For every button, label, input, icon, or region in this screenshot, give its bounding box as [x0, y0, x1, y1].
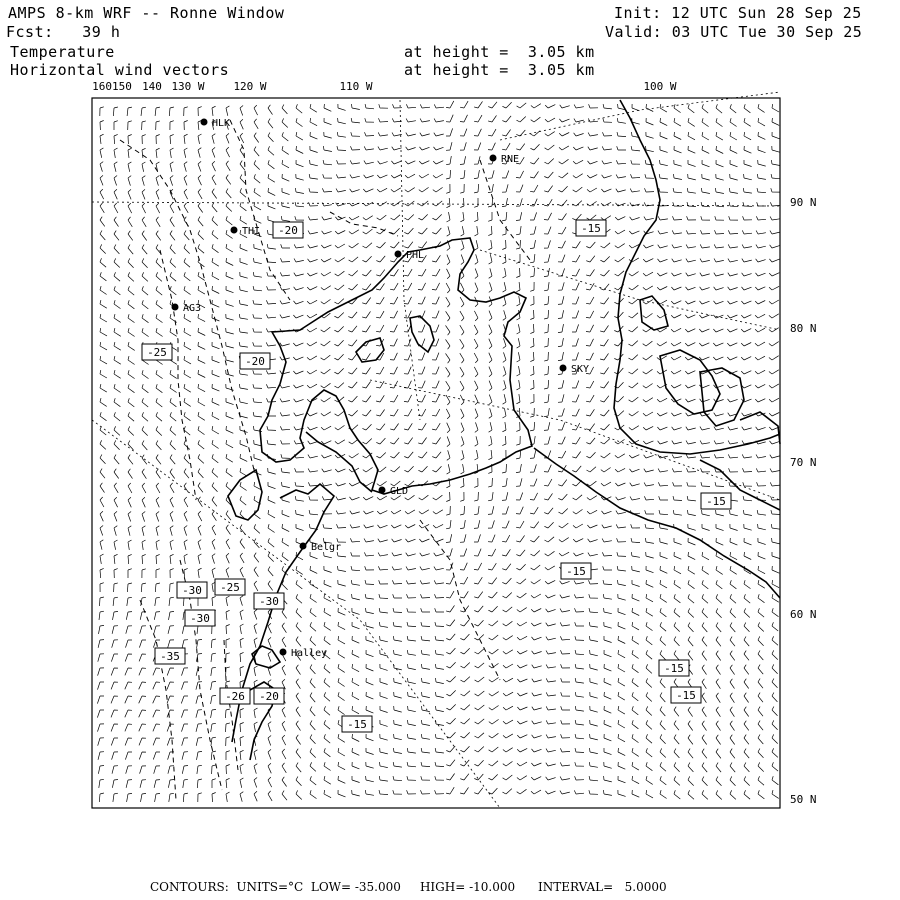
contour-label: -30: [182, 584, 202, 597]
station-label-ag3: AG3: [183, 303, 202, 314]
wind-height: at height = 3.05 km: [404, 61, 595, 79]
contour-label: -25: [220, 581, 240, 594]
latitude-label: 80 N: [790, 322, 817, 335]
station-dot-gld: [379, 487, 386, 494]
station-label-belgr: Belgr: [311, 542, 342, 553]
valid-time: Valid: 03 UTC Tue 30 Sep 25: [605, 23, 863, 41]
init-time: Init: 12 UTC Sun 28 Sep 25: [614, 4, 862, 22]
longitude-label: 100 W: [643, 80, 677, 93]
longitude-label: 130 W: [171, 80, 205, 93]
station-dot-ag3: [172, 304, 179, 311]
station-label-phl: PHL: [406, 250, 425, 261]
temperature-height: at height = 3.05 km: [404, 43, 595, 61]
contour-label: -15: [676, 689, 696, 702]
station-dot-halley: [280, 649, 287, 656]
contour-label: -15: [347, 718, 367, 731]
station-dot-sky: [560, 365, 567, 372]
latitude-label: 60 N: [790, 608, 817, 621]
station-markers: [172, 118, 590, 659]
contour-legend: CONTOURS: UNITS=°C LOW= -35.000 HIGH= -10.000 INTERVAL= 5.0000: [150, 880, 667, 894]
map-title: AMPS 8-km WRF -- Ronne Window: [8, 4, 285, 22]
longitude-label: 140: [142, 80, 162, 93]
longitude-label: 120 W: [233, 80, 267, 93]
station-dot-belgr: [300, 543, 307, 550]
contour-label: -25: [147, 346, 167, 359]
contour-labels: [142, 220, 731, 732]
contour-label: -15: [581, 222, 601, 235]
station-dot-hlk: [201, 119, 208, 126]
station-dot-phl: [395, 251, 402, 258]
longitude-label: 160150: [92, 80, 132, 93]
station-dot-rne: [490, 155, 497, 162]
latitude-labels: [790, 196, 817, 806]
contour-label: -30: [190, 612, 210, 625]
station-label-thi: THI: [242, 226, 261, 237]
contour-label: -20: [259, 690, 279, 703]
contour-label: -26: [225, 690, 245, 703]
boundaries: [120, 120, 530, 800]
field-temperature: Temperature: [10, 43, 115, 61]
contour-label: -35: [160, 650, 180, 663]
latitude-label: 90 N: [790, 196, 817, 209]
latitude-label: 50 N: [790, 793, 817, 806]
station-label-sky: SKY: [571, 364, 590, 375]
station-label-hlk: HLK: [212, 118, 231, 129]
longitude-label: 110 W: [339, 80, 373, 93]
forecast-hour: Fcst: 39 h: [6, 23, 121, 41]
contour-label: -15: [566, 565, 586, 578]
contour-label: -20: [245, 355, 265, 368]
contour-label: -20: [278, 224, 298, 237]
latitude-label: 70 N: [790, 456, 817, 469]
station-dot-thi: [231, 227, 238, 234]
contour-label: -30: [259, 595, 279, 608]
contour-label: -15: [706, 495, 726, 508]
station-label-rne: RNE: [501, 154, 520, 165]
contour-label: -15: [664, 662, 684, 675]
station-label-halley: Halley: [291, 648, 328, 659]
station-label-gld: GLD: [390, 486, 409, 497]
field-wind-vectors: Horizontal wind vectors: [10, 61, 230, 79]
longitude-labels: [92, 80, 677, 93]
